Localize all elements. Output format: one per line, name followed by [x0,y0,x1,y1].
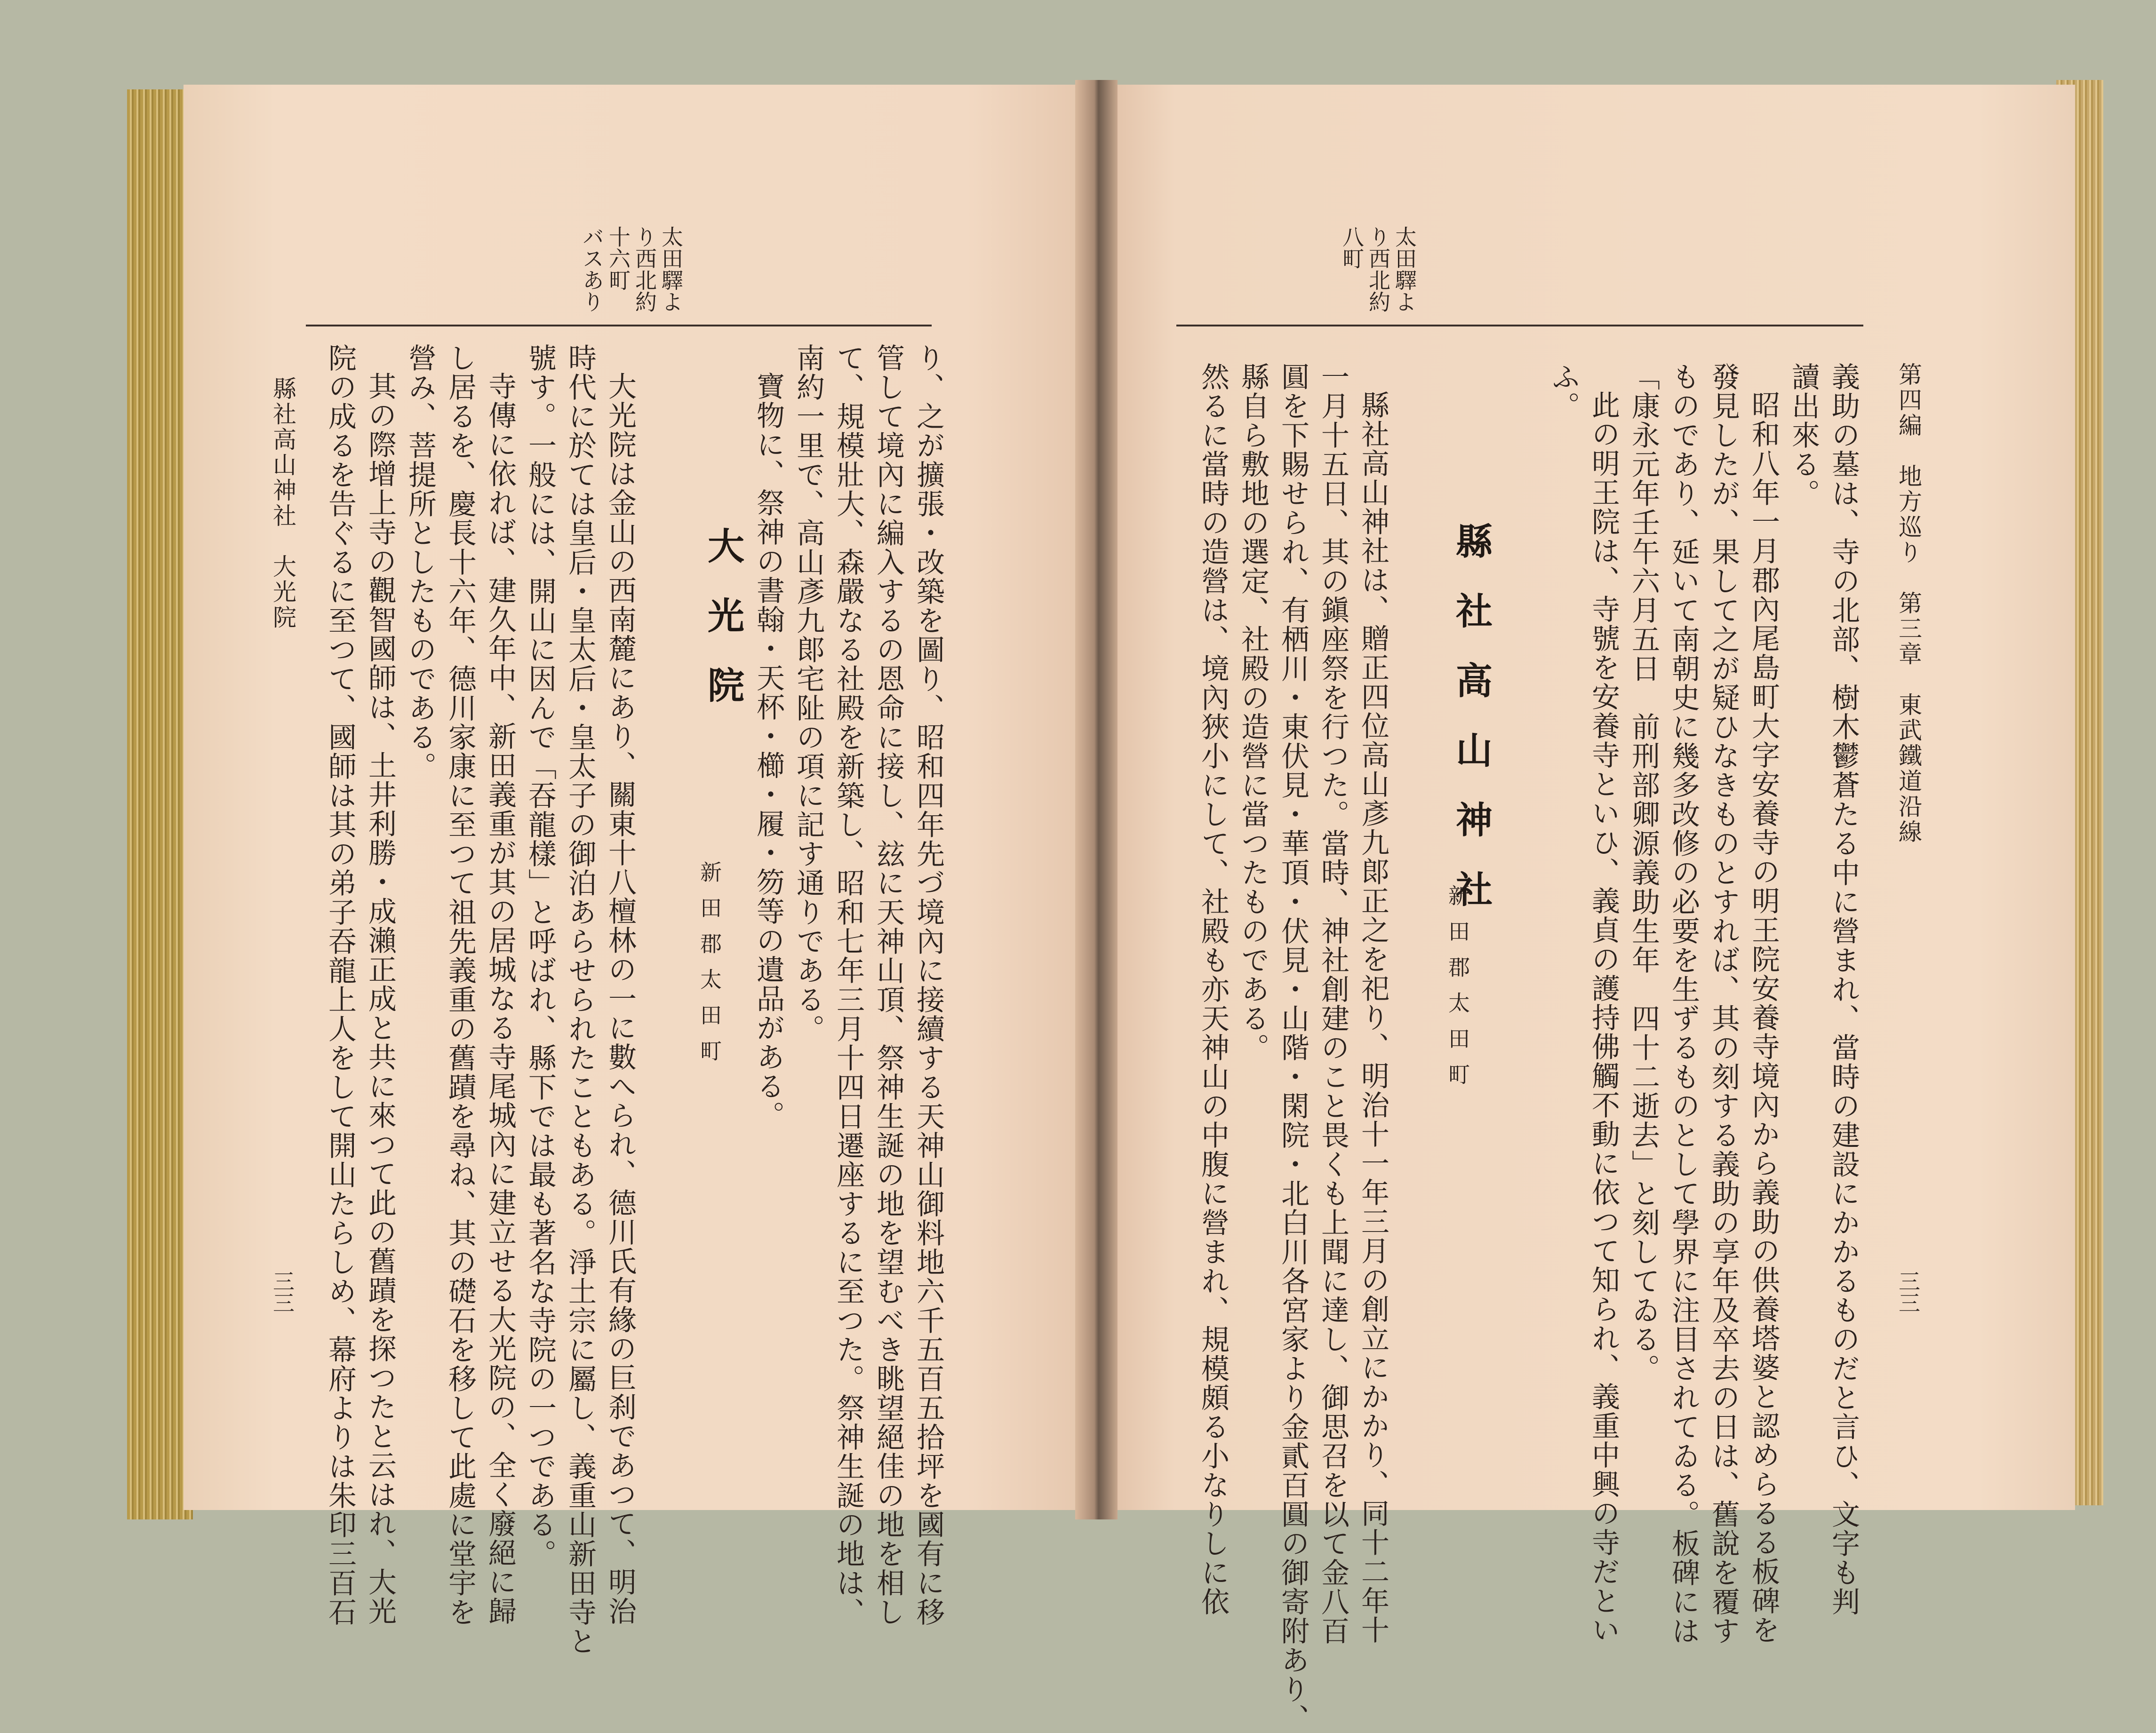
margin-note-line: 太田驛よ [658,226,684,312]
location-label-left: 新田郡太田町 [697,861,722,1075]
text-column: り、之が擴張・改築を圖り、昭和四年先づ境內に接續する天神山御料地六千五百五拾坪を國有に移 [912,343,945,1627]
text-column: 時代に於ては皇后・皇太后・皇太子の御泊あらせられたこともある。淨土宗に屬し、義重山新田寺と [564,343,597,1656]
margin-note-line: バスあり [579,226,605,312]
right-running-head: 第四編 地方巡り 第三章 東武鐵道沿線 [1895,362,1922,845]
text-column: 此の明王院は、寺號を安養寺といひ、義貞の護持佛觸不動に依つて知られ、義重中興の寺だとい [1587,390,1620,1645]
text-column: 寺傳に依れば、建久年中、新田義重が其の居城なる寺尾城內に建立せる大光院の、全く廢絕に歸 [484,372,517,1626]
text-column: 寶物に、祭神の書翰・天杯・櫛・履・笏等の遺品がある。 [752,372,785,1130]
text-column: 發見したが、果して之が疑ひなきものとすれば、其の刻する義助の享年及卒去の日は、舊說を覆す [1707,362,1740,1646]
text-column: 南約一里で、高山彥九郞宅阯の項に記す通りである。 [792,343,825,1043]
text-column: 然るに當時の造營は、境內狹小にして、社殿も亦天神山の中腹に營まれ、規模頗る小なりしに依 [1197,362,1230,1616]
text-column: 圓を下賜せられ、有栖川・東伏見・華頂・伏見・山階・閑院・北白川各宮家より金貳百圓の御寄附あり、 [1277,362,1310,1733]
text-column: 義助の墓は、寺の北部、樹木鬱蒼たる中に營まれ、當時の建設にかかるものだと言ひ、文字も判 [1827,362,1860,1616]
text-column: ふ。 [1547,362,1580,421]
text-column: 營み、菩提所としたものである。 [404,343,437,781]
location-label-right: 新田郡太田町 [1445,884,1470,1099]
text-column: て、規模壯大、森嚴なる社殿を新築し、昭和七年三月十四日遷座するに至つた。祭神生誕の地は、 [832,343,865,1627]
right-page-number: 三三 [1895,1270,1921,1313]
text-column: 「康永元年壬午六月五日 前刑部卿源義助生年 四十二逝去」と刻してゐる。 [1627,362,1660,1383]
margin-note-line: り西北約 [632,226,657,312]
margin-note-line: 太田驛よ [1392,226,1417,312]
text-column: 昭和八年一月郡內尾島町大字安養寺の明王院安養寺境內から義助の供養塔婆と認めらるる板碑を [1747,390,1780,1645]
text-column: 管して境內に編入するの恩命に接し、玆に天神山頂、祭神生誕の地を望むべき眺望絕佳の地を相し [872,343,905,1627]
margin-note-line: 十六町 [606,226,631,291]
text-column: 縣自ら敷地の選定、社殿の造營に當つたものである。 [1237,362,1270,1062]
text-column: 讀出來る。 [1787,362,1820,508]
section-heading-takayama: 縣社高山神社 [1450,522,1493,940]
page-stack-left [127,89,193,1519]
header-rule-right [1176,325,1863,326]
text-column: 縣社高山神社は、贈正四位高山彥九郞正之を祀り、明治十一年三月の創立にかかり、同十二年十 [1357,390,1389,1645]
text-column: 院の成るを告ぐるに至つて、國師は其の弟子吞龍上人をして開山たらしめ、幕府よりは朱印三百石 [324,343,357,1627]
section-heading-daikoin: 大光院 [702,527,744,736]
margin-note-line: 八町 [1339,226,1365,269]
left-page-number: 三三 [270,1270,295,1313]
text-column: 大光院は金山の西南麓にあり、關東十八檀林の一に數へられ、德川氏有緣の巨刹であつて、明治 [604,372,637,1626]
text-column: ものであり、延いて南朝史に幾多改修の必要を生ずるものとして學界に注目されてゐる。板碑には [1667,362,1700,1646]
book-gutter [1075,80,1118,1519]
text-column: 一月十五日、其の鎭座祭を行つた。當時、神社創建のこと畏くも上聞に達し、御思召を以て金八百 [1317,362,1349,1646]
text-column: し居るを、慶長十六年、德川家康に至つて祖先義重の舊蹟を尋ね、其の礎石を移して此處に堂宇を [444,343,477,1627]
left-running-head: 縣社高山神社 大光院 [269,376,296,630]
text-column: 其の際增上寺の觀智國師は、土井利勝・成瀨正成と共に來つて此の舊蹟を探つたと云はれ、大光 [364,372,397,1626]
margin-note-line: り西北約 [1365,226,1391,312]
right-margin-note [1339,226,1418,312]
text-column: 號す。一般には、開山に因んで「吞龍樣」と呼ばれ、縣下では最も著名な寺院の一つである。 [524,343,557,1568]
header-rule-left [306,325,932,326]
left-margin-note [579,226,684,312]
